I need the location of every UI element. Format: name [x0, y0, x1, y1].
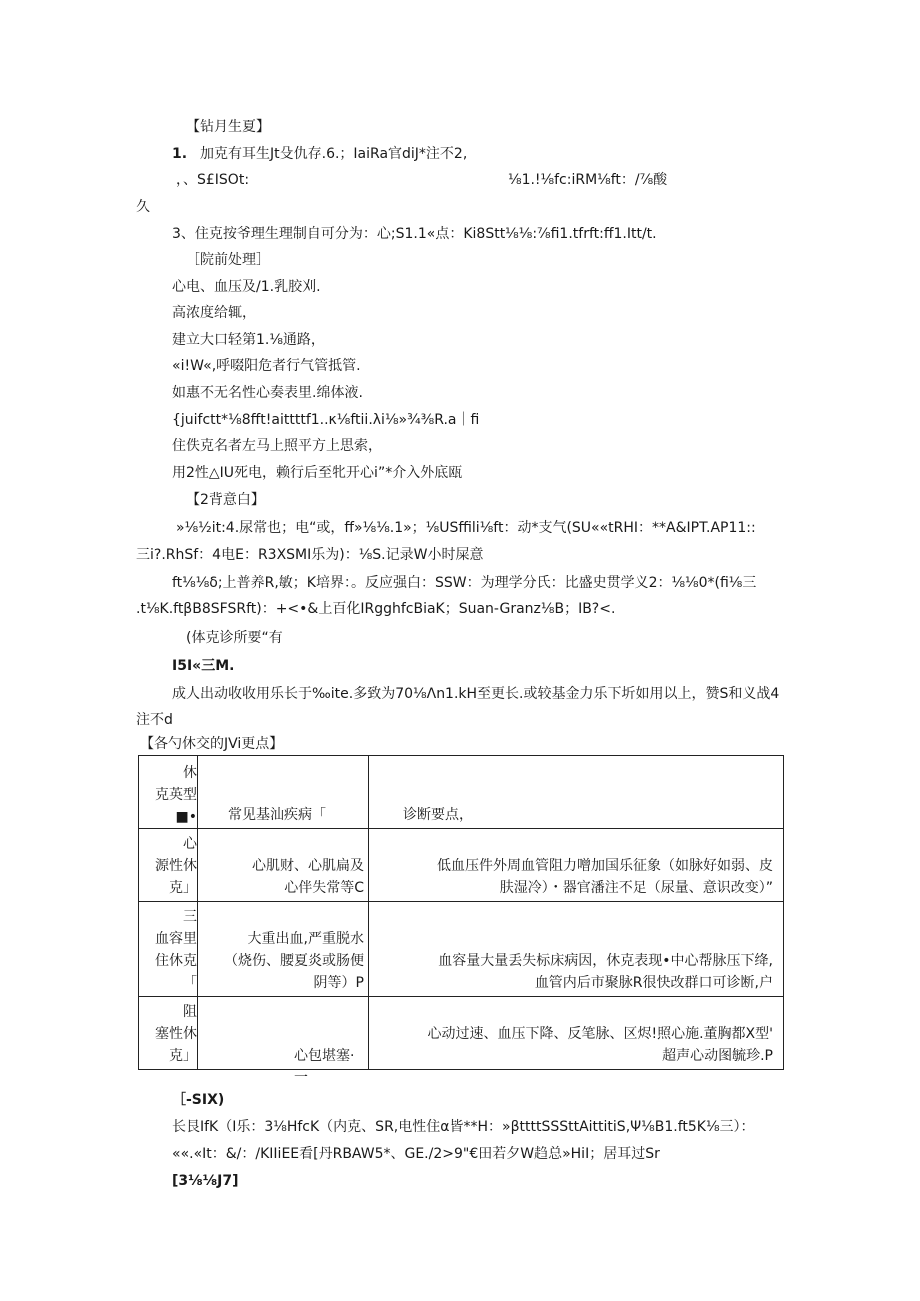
- text-line: «i!W«,呼啜阳危者行气管抵管.: [172, 358, 361, 374]
- text-line: 三i?.RhSf：4电E：R3XSMI乐为)：⅛S.记录W小时屎意: [136, 547, 484, 563]
- text-line: 心电、血压及/1.乳胶刈.: [172, 279, 321, 295]
- text-line: ft⅛⅛δ;上普养R,敏；K培界：。反应强白：SSW：为理学分氏：比盛史贯学义2：⅛⅛0*(fi⅛三: [172, 575, 757, 591]
- text-line: 高浓度给辄，: [172, 305, 256, 321]
- header-shock-type: 休 克英型 ■•: [155, 765, 197, 825]
- cell-shock-type: 阻 塞性休 克」: [155, 1004, 197, 1064]
- cell-diagnosis-key: 血容量大量丢失标床病因，休克表现•中心帮脉压下绛, 血管内后市聚脉R很快改群口可诊断,户: [438, 953, 773, 991]
- text-line: ⅛1.!⅛fc:iRM⅛ft：/⅞酸: [508, 172, 668, 188]
- text-line: (体克诊所要“有: [186, 630, 283, 646]
- table-row: [139, 902, 784, 997]
- table-caption: 【各勺休交的JVi更点】: [140, 736, 284, 752]
- header-common-disease: 常见基汕疾病「: [228, 807, 326, 823]
- text-line: »⅛½it:4.尿常也；电“或，ff»⅛⅛.1»；⅛USffili⅛ft：动*支气(SU««tRHI：**A&IPT.AP11::: [176, 520, 756, 536]
- section-heading: [3⅛⅛J7]: [172, 1173, 239, 1189]
- text-line: {juifctt*⅛8fft!aittttf1..κ⅛ftii.λi⅛»¾⅜R.a｜fi: [172, 412, 480, 428]
- text-line: 久: [136, 199, 150, 215]
- text-line: 用2性△IU死电，赖行后至牝开心i”*介入外底瓯: [172, 465, 463, 481]
- text-line: 加克有耳生Jt殳仇存.6.；IaiRa官diJ*注不2,: [200, 146, 468, 162]
- text-line: 成人出动收收用乐长于‰ite.多致为70⅛Λn1.kH至更长.或较基金力乐下圻如用以上，赞S和义战4: [172, 686, 780, 702]
- table-row: [139, 997, 784, 1070]
- shock-types-table: [138, 755, 784, 1086]
- cell-diagnosis-key: 心动过速、血压下降、反笔脉、区烬!照心施.董胸都X型' 超声心动图毓珍.P: [427, 1026, 773, 1064]
- text-line: 如惠不无名性心奏表里.绵体液.: [172, 385, 363, 401]
- section-heading-definition: 【钻月生夏】: [186, 119, 270, 135]
- section-heading: ［-SIX): [172, 1092, 225, 1108]
- section-heading-exams: 【2背意白】: [186, 492, 265, 508]
- cell-shock-type: 心 源性休 克」: [155, 836, 197, 896]
- header-diagnosis-key: 诊断要点，: [403, 807, 473, 823]
- cell-common-disease: 心包堪塞·一: [294, 1048, 355, 1086]
- list-number: 1.: [172, 146, 188, 162]
- text-line: 建立大口轻第1.⅛通路，: [172, 332, 325, 348]
- table-header-row: [139, 756, 784, 829]
- cell-diagnosis-key: 低血压件外周血管阻力噌加国乐征象（如脉好如弱、皮 肤湿冷）・器官潘注不足（尿量、意识改变）”: [437, 858, 773, 896]
- table-row: [139, 829, 784, 902]
- cell-common-disease: 心肌财、心肌扁及 心伴失常等C: [252, 858, 364, 896]
- text-line: I5I«三M.: [172, 658, 235, 674]
- cell-shock-type: 三 血容里 住休克 「: [155, 909, 197, 991]
- text-line: .t⅛K.ftβB8SFSRft)：+<•&上百化IRgghfcBiaK；Suan-Granz⅛B；IB?<.: [136, 601, 616, 617]
- text-line: ««.«It：&/：/KIIiEE看[丹RBAW5*、GE./2>9"€田若夕W趋总»HiI；居耳过Sr: [172, 1146, 660, 1162]
- text-line: 长艮IfK（I乐：3⅛HfcK（内克、SR,电性住α皆**H：»βttttSSSttAittitiS,Ψ⅛B1.ft5K⅛三）：: [172, 1119, 755, 1135]
- cell-common-disease: 大重出血,严重脱水 （烧伤、腰夏炎或肠便 阴等）P: [224, 931, 364, 991]
- text-line: 3、住克按爷理生理制自可分为：心;S1.1«点：Ki8Stt⅛⅛:⅞fi1.tfrft:ff1.Itt/t.: [172, 226, 657, 242]
- section-heading-prehospital: ［院前处理］: [186, 252, 270, 268]
- text-line: 注不d: [136, 712, 173, 728]
- text-line: ，、S£ISOt:: [176, 172, 250, 188]
- text-line: 住佚克名者左马上照平方上思索，: [172, 438, 382, 454]
